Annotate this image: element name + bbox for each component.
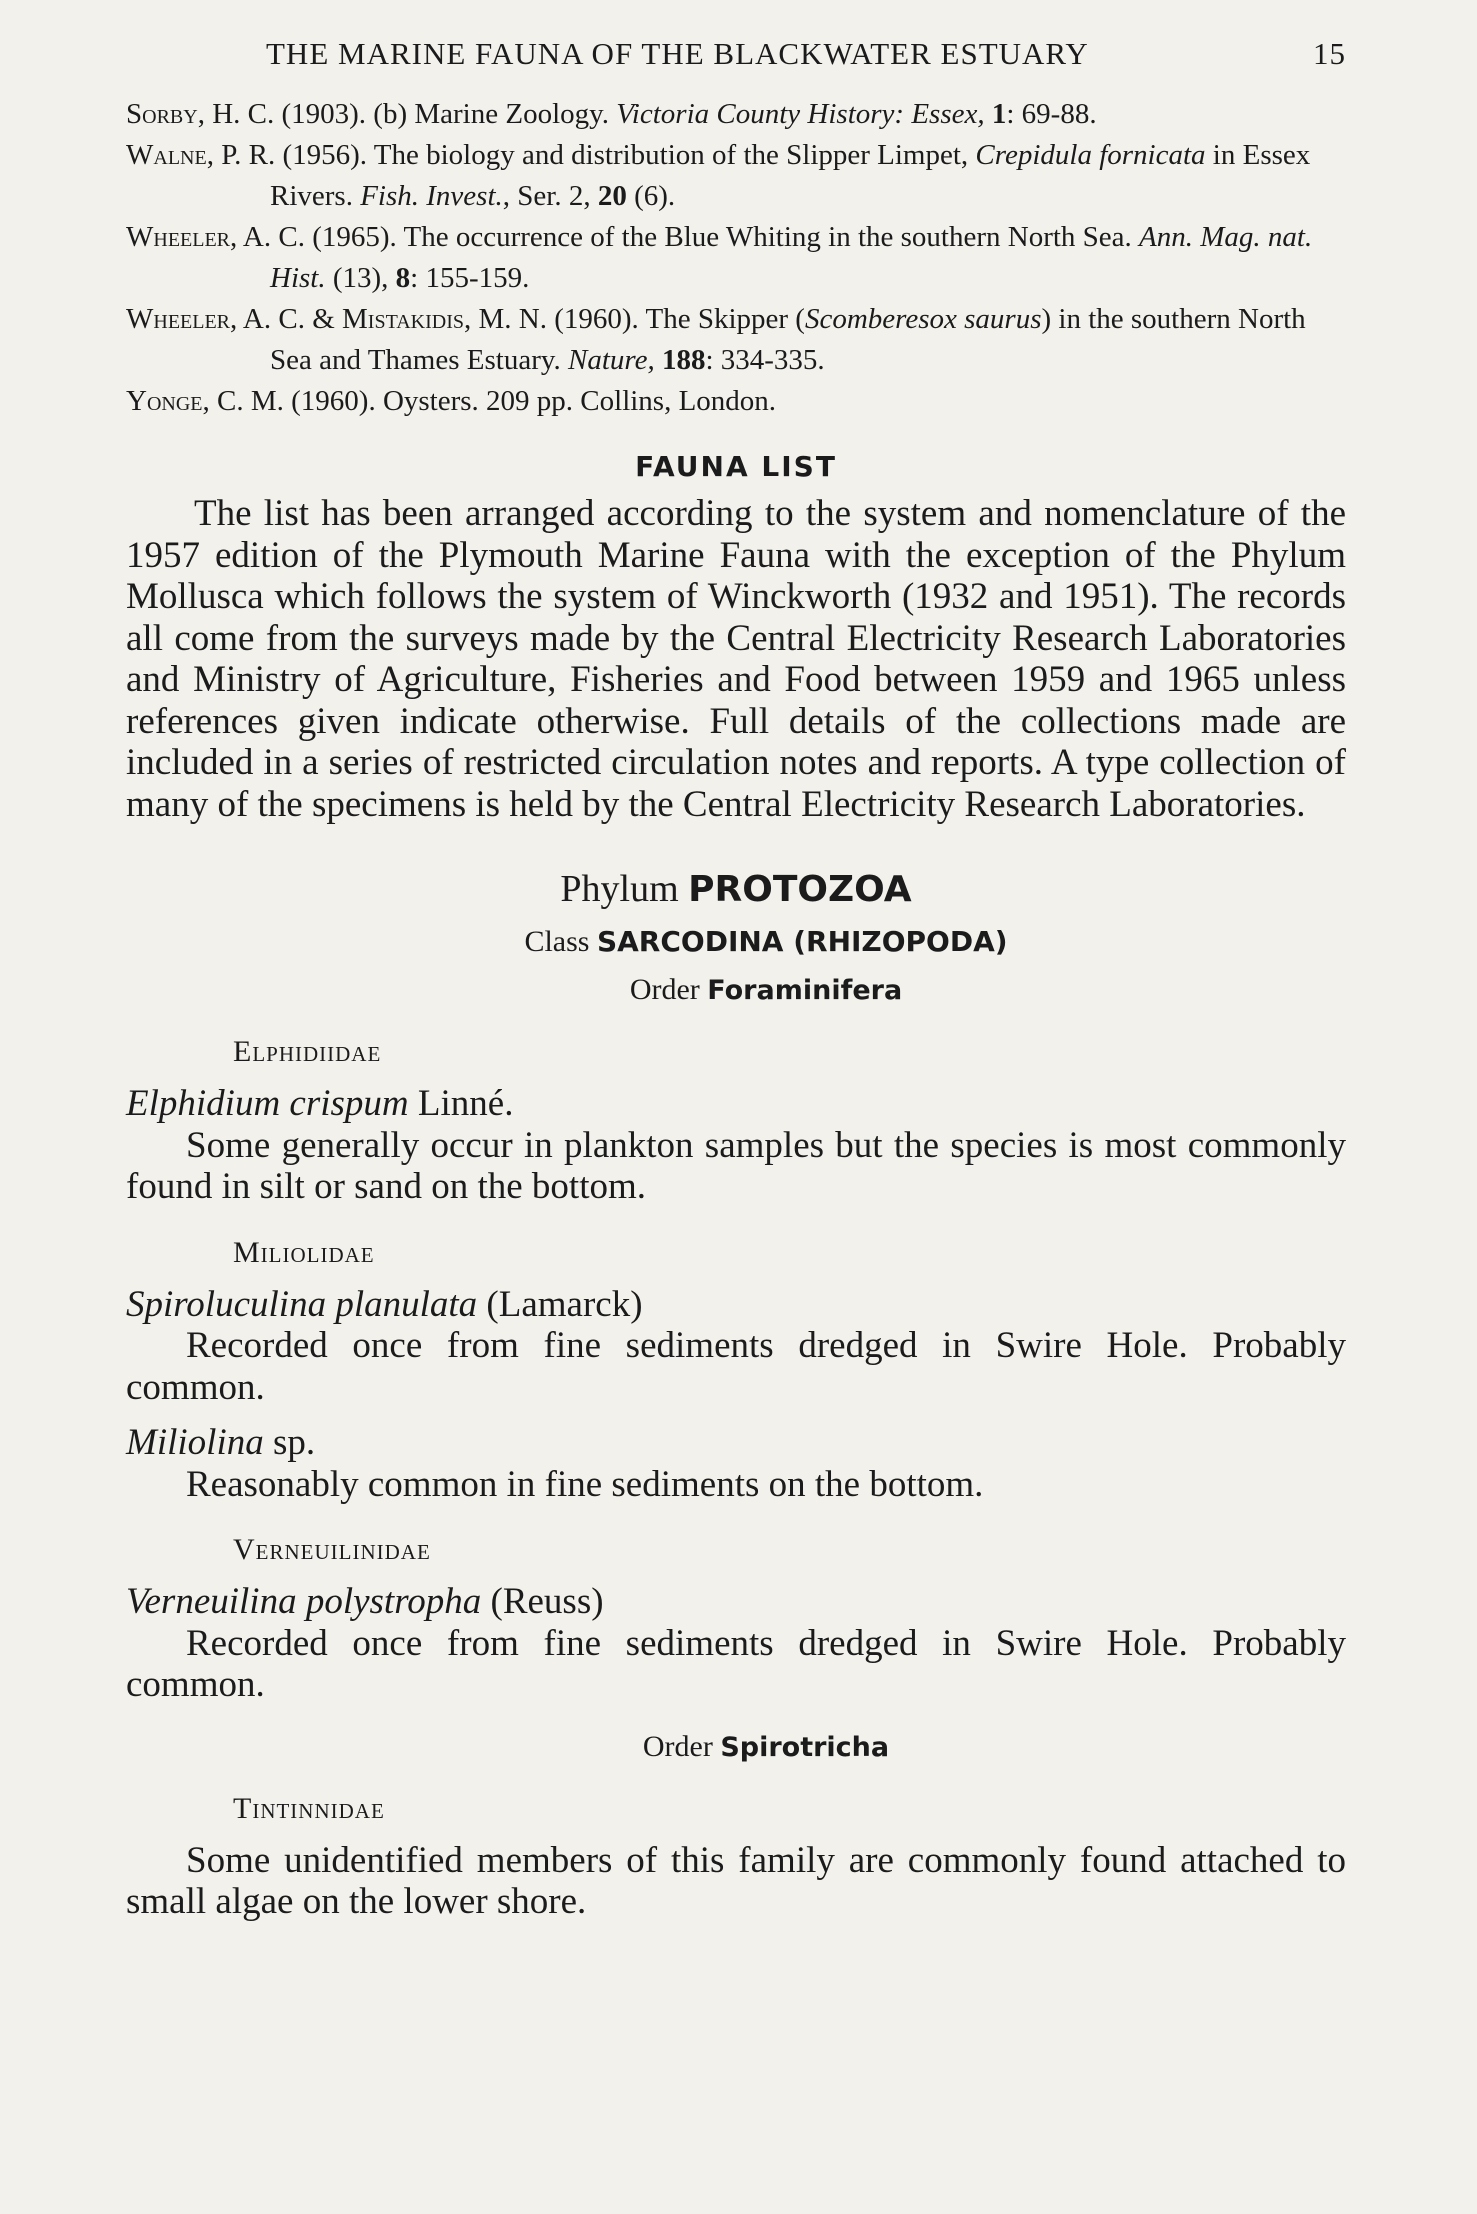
species-authority: (Lamarck) — [477, 1283, 643, 1325]
class-heading — [126, 925, 1346, 959]
species-name: Spiroluculina planulata — [126, 1283, 478, 1325]
running-title: THE MARINE FAUNA OF THE BLACKWATER ESTUARY — [266, 36, 1089, 71]
order-prefix: Order — [629, 973, 700, 1006]
reference-item — [126, 217, 1346, 299]
species-note: Recorded once from fine sediments dredged in Swire Hole. Probably common. — [126, 1622, 1346, 1705]
species-authority: Linné. — [408, 1083, 514, 1124]
species-authority: sp. — [263, 1422, 316, 1463]
page — [126, 36, 1346, 1923]
ref-author: Sorby, H. C. — [126, 98, 275, 130]
species-note: Recorded once from fine sediments dredged in Swire Hole. Probably common. — [126, 1325, 1346, 1408]
reference-item — [126, 381, 1346, 422]
ref-text: (1960). Oysters. 209 pp. Collins, London. — [283, 385, 777, 417]
ref-text: (1956). The biology and distribution of the Slipper Limpet, — [275, 139, 976, 171]
reference-item — [126, 135, 1346, 217]
order-prefix: Order — [642, 1729, 713, 1763]
ref-text: (1903). (b) Marine Zoology. — [274, 98, 617, 130]
ref-journal: Ann. Mag. nat. Hist. — [270, 221, 1313, 294]
ref-volume: 1 — [991, 98, 1007, 130]
ref-author: Wheeler, A. C. & Mistakidis, M. N. — [126, 303, 547, 335]
species-authority: (Reuss) — [481, 1581, 604, 1622]
ref-pages: : 69-88. — [1006, 98, 1097, 130]
ref-text: (1960). The Skipper ( — [546, 303, 805, 335]
page-number: 15 — [1313, 36, 1346, 71]
ref-volume: 188 — [661, 344, 706, 376]
ref-pages: : 334-335. — [705, 344, 825, 376]
ref-text: in Essex Rivers. — [270, 139, 1311, 212]
family-heading: Tintinnidae — [233, 1791, 385, 1825]
species-entry — [126, 1284, 1346, 1326]
ref-author: Wheeler, A. C. — [126, 221, 305, 253]
ref-species: Scomberesox saurus — [804, 303, 1042, 335]
ref-text: (1965). The occurrence of the Blue Whiting in the southern North Sea. — [304, 221, 1140, 253]
ref-species: Crepidula fornicata — [975, 139, 1206, 171]
phylum-name: PROTOZOA — [688, 869, 912, 910]
ref-journal: Nature, — [567, 344, 655, 376]
order-heading — [126, 1730, 1346, 1764]
running-header — [126, 36, 1346, 72]
order-name: Foraminifera — [707, 975, 903, 1006]
species-name: Miliolina — [126, 1422, 264, 1463]
spacer — [126, 1408, 1346, 1422]
ref-text: , Ser. 2, — [502, 180, 598, 212]
species-entry — [126, 1422, 1346, 1464]
class-name: SARCODINA (RHIZOPODA) — [596, 925, 1008, 958]
order-name: Spirotricha — [720, 1731, 890, 1763]
order-heading — [126, 973, 1346, 1007]
family-heading: Verneuilinidae — [233, 1533, 431, 1566]
phylum-prefix: Phylum — [560, 868, 679, 910]
ref-pages: : 155-159. — [410, 262, 530, 294]
ref-text: (13), — [325, 262, 396, 294]
species-entry — [126, 1581, 1346, 1623]
ref-volume: 20 — [597, 180, 627, 212]
phylum-heading — [126, 867, 1346, 911]
ref-text: ) in the southern North Sea and Thames Estuary. — [270, 303, 1306, 376]
ref-journal: Victoria County History: Essex, — [616, 98, 985, 130]
species-note: Reasonably common in fine sediments on the bottom. — [186, 1463, 984, 1505]
reference-item — [126, 94, 1346, 135]
ref-pages: (6). — [626, 180, 676, 212]
intro-paragraph: The list has been arranged according to the system and nomenclature of the 1957 edition of the Plymouth Marine Fauna with the exception of the Phylum Mollusca which follows the system of Winckworth (1932 and 1951). The records all come from the surveys made by the Central Electricity Research Laboratories and Ministry of Agriculture, Fisheries and Food between 1959 and 1965 unless references given indicate otherwise. Full details of the collections made are included in a series of restricted circulation notes and reports. A type collection of many of the specimens is held by the Central Electricity Research Laboratories. — [126, 493, 1346, 825]
class-prefix: Class — [524, 925, 590, 958]
ref-volume: 8 — [395, 262, 411, 294]
family-note: Some unidentified members of this family are commonly found attached to small algae on the lower shore. — [126, 1839, 1346, 1922]
reference-list — [126, 94, 1346, 422]
ref-author: Walne, P. R. — [126, 139, 276, 171]
species-name: Elphidium crispum — [126, 1083, 409, 1124]
species-note: Some generally occur in plankton samples but the species is most commonly found in silt or sand on the bottom. — [126, 1124, 1346, 1207]
section-title: FAUNA LIST — [635, 450, 837, 483]
family-heading: Miliolidae — [233, 1235, 375, 1269]
species-name: Verneuilina polystropha — [126, 1581, 482, 1622]
ref-author: Yonge, C. M. — [126, 385, 284, 417]
ref-journal: Fish. Invest. — [360, 180, 503, 212]
reference-item — [126, 299, 1346, 381]
species-entry — [126, 1083, 1346, 1125]
family-heading: Elphidiidae — [233, 1035, 382, 1068]
